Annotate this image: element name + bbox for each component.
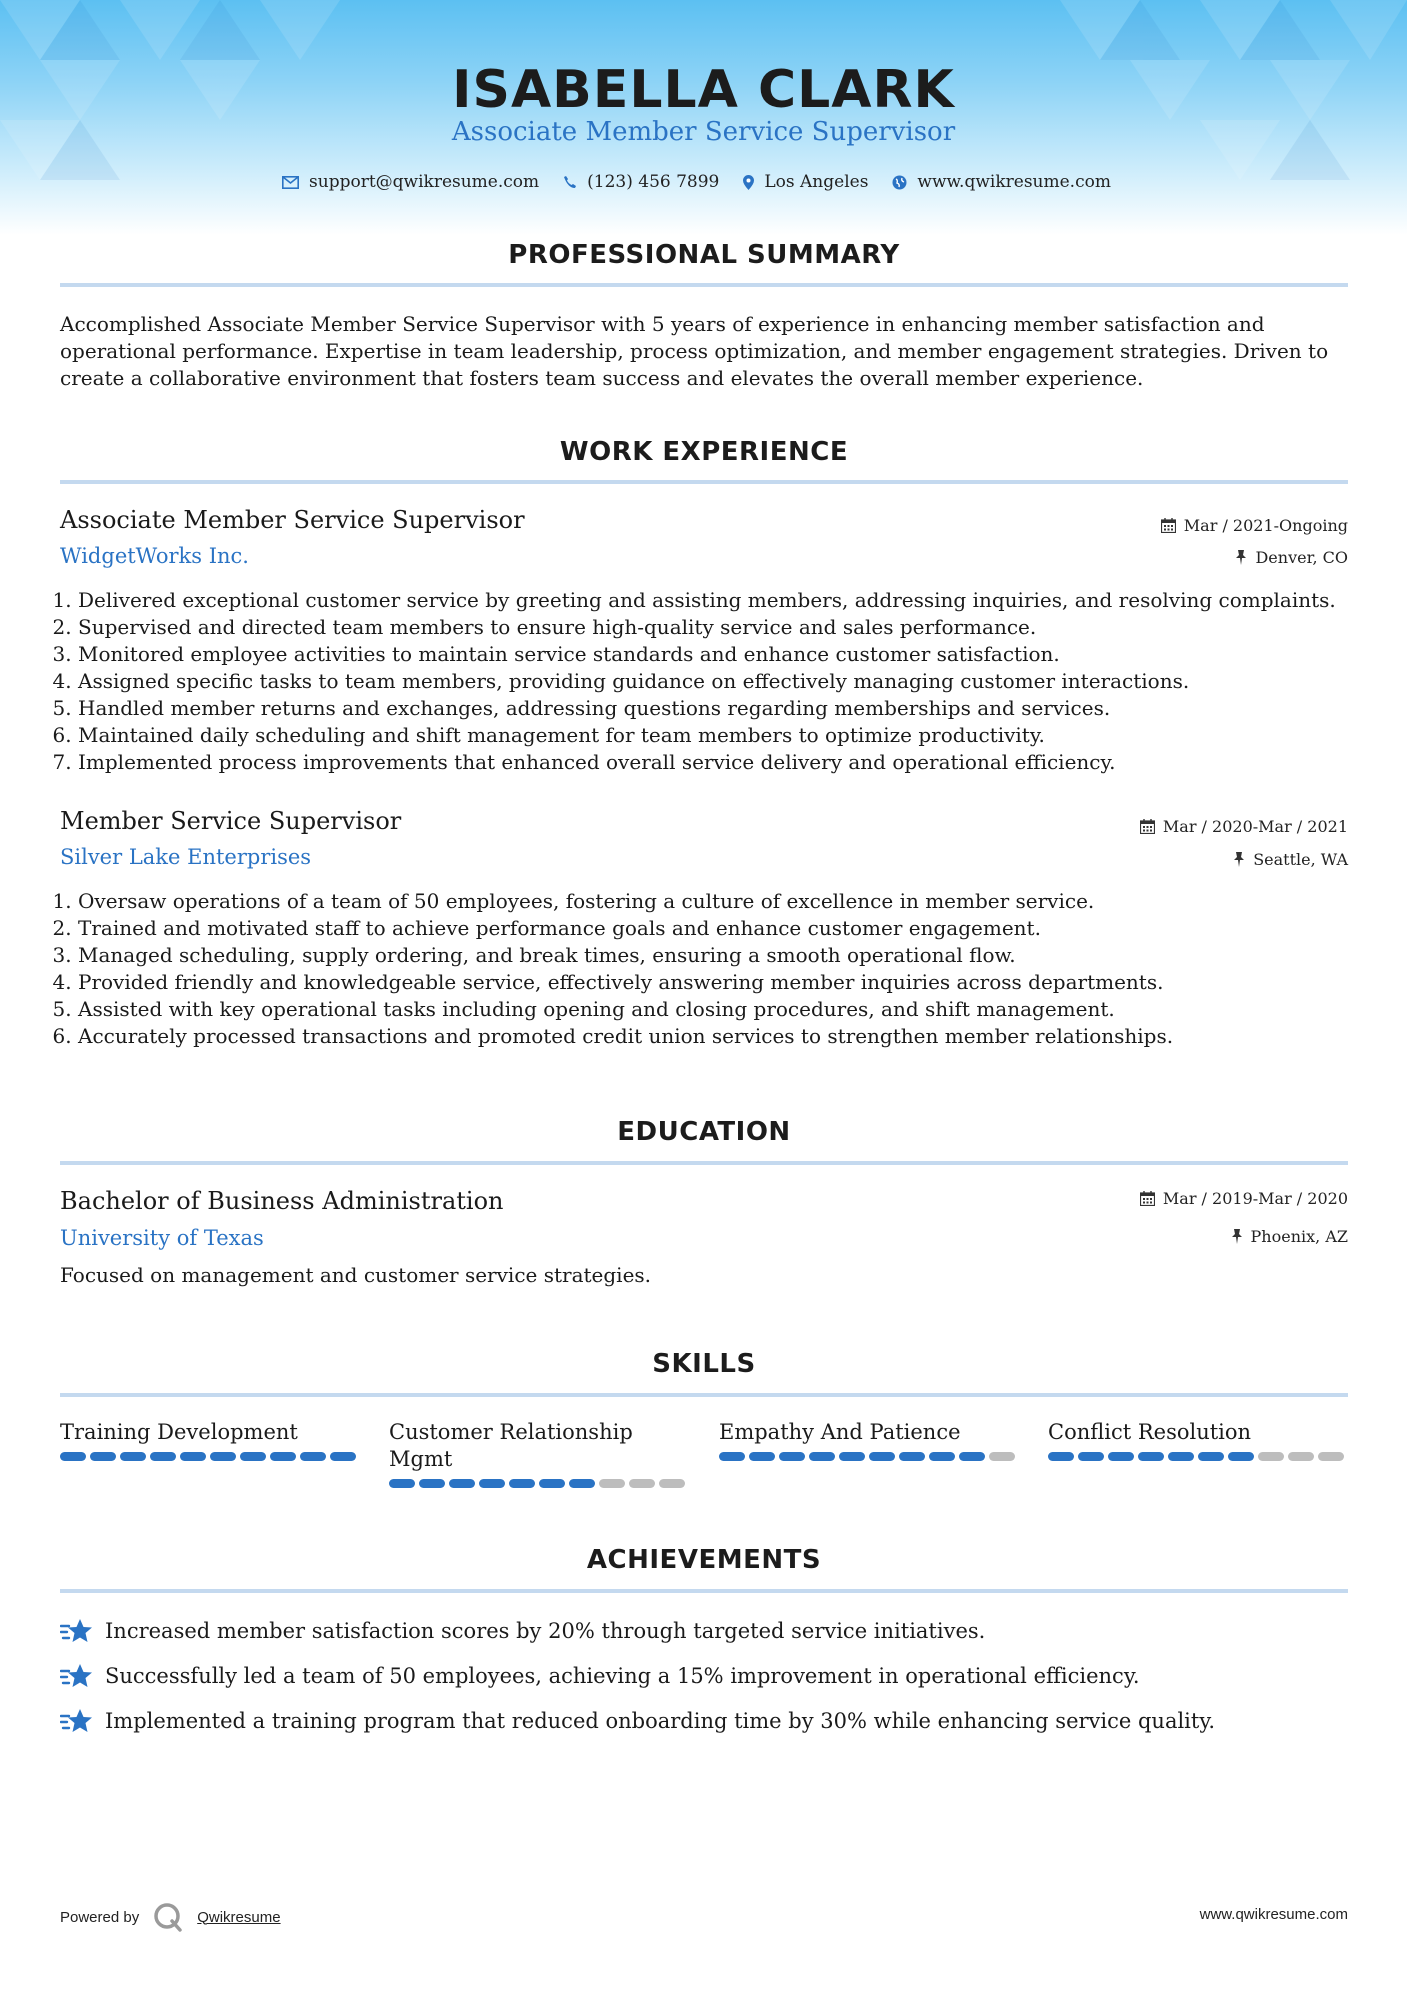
list-item: 7. Implemented process improvements that enhanced overall service delivery and operational efficiency. — [78, 749, 1378, 776]
skills-heading: SKILLS — [652, 1349, 756, 1379]
job-location-text: Seattle, WA — [1253, 850, 1348, 869]
skill-segment — [210, 1452, 236, 1461]
contact-location: Los Angeles — [764, 172, 869, 192]
skill-segment — [929, 1452, 955, 1461]
education-heading: EDUCATION — [617, 1117, 791, 1147]
skill-segment — [599, 1479, 625, 1488]
job-location — [1235, 548, 1348, 567]
job-role: Member Service Supervisor — [60, 807, 402, 835]
education-location-text: Phoenix, AZ — [1250, 1227, 1348, 1246]
skill-segment — [1168, 1452, 1194, 1461]
skill-segment — [839, 1452, 865, 1461]
skill-segment — [449, 1479, 475, 1488]
contact-website[interactable]: www.qwikresume.com — [917, 172, 1111, 192]
skill-segment — [1138, 1452, 1164, 1461]
contact-bar — [0, 172, 1407, 192]
skill-segment — [1198, 1452, 1224, 1461]
skill-segment — [959, 1452, 985, 1461]
job-role: Associate Member Service Supervisor — [60, 506, 525, 534]
email-icon — [282, 176, 299, 189]
list-item: 4. Assigned specific tasks to team members, providing guidance on effectively managing customer interactions. — [78, 668, 1378, 695]
list-item: 3. Monitored employee activities to maintain service standards and enhance customer satisfaction. — [78, 641, 1378, 668]
skill-segment — [1108, 1452, 1134, 1461]
skill-segment — [509, 1479, 535, 1488]
summary-divider — [60, 283, 1348, 287]
list-item: 5. Assisted with key operational tasks including opening and closing procedures, and shift management. — [78, 996, 1378, 1023]
achievement-text: Successfully led a team of 50 employees, achieving a 15% improvement in operational efficiency. — [105, 1664, 1140, 1688]
skill-segment — [1288, 1452, 1314, 1461]
education-divider — [60, 1161, 1348, 1165]
skill-bar — [1048, 1452, 1348, 1461]
skill-name: Training Development — [60, 1420, 298, 1444]
skill-segment — [779, 1452, 805, 1461]
calendar-icon — [1140, 819, 1155, 834]
list-item: 2. Supervised and directed team members to ensure high-quality service and sales performance. — [78, 614, 1378, 641]
skill-segment — [419, 1479, 445, 1488]
skill-segment — [989, 1452, 1015, 1461]
education-dates-text: Mar / 2019-Mar / 2020 — [1162, 1189, 1348, 1208]
footer-powered-by — [60, 1902, 281, 1932]
skill-segment — [90, 1452, 116, 1461]
phone-icon — [563, 175, 577, 189]
job-bullets — [60, 587, 1378, 776]
skill-segment — [869, 1452, 895, 1461]
list-item: 1. Delivered exceptional customer service by greeting and assisting members, addressing inquiries, and resolving complaints. — [78, 587, 1378, 614]
list-item: 6. Accurately processed transactions and promoted credit union services to strengthen member relationships. — [78, 1023, 1378, 1050]
list-item: 5. Handled member returns and exchanges, addressing questions regarding memberships and services. — [78, 695, 1378, 722]
qwikresume-logo-icon — [153, 1902, 183, 1932]
achievements-divider — [60, 1589, 1348, 1593]
skill-segment — [240, 1452, 266, 1461]
skill-item — [1048, 1419, 1348, 1461]
skill-name: Customer Relationship Mgmt — [389, 1420, 633, 1471]
skill-segment — [749, 1452, 775, 1461]
skill-segment — [569, 1479, 595, 1488]
list-item: 6. Maintained daily scheduling and shift management for team members to optimize productivity. — [78, 722, 1378, 749]
job-bullets — [60, 888, 1378, 1050]
list-item: 4. Provided friendly and knowledgeable service, effectively answering member inquiries across departments. — [78, 969, 1378, 996]
skill-segment — [1318, 1452, 1344, 1461]
skill-segment — [1048, 1452, 1074, 1461]
job-dates-text: Mar / 2021-Ongoing — [1183, 516, 1348, 535]
achievement-item — [60, 1662, 1140, 1690]
experience-divider — [60, 480, 1348, 484]
skill-name: Empathy And Patience — [719, 1420, 961, 1444]
powered-by-label: Powered by — [60, 1908, 140, 1926]
list-item: 2. Trained and motivated staff to achieve performance goals and enhance customer engagement. — [78, 915, 1378, 942]
skill-bar — [719, 1452, 1019, 1461]
pin-icon — [1233, 852, 1245, 867]
skill-segment — [120, 1452, 146, 1461]
job-dates — [1140, 817, 1348, 836]
skill-segment — [809, 1452, 835, 1461]
skill-item — [719, 1419, 1019, 1461]
achievement-item — [60, 1617, 985, 1645]
skill-segment — [629, 1479, 655, 1488]
skill-segment — [389, 1479, 415, 1488]
candidate-title: Associate Member Service Supervisor — [451, 117, 956, 147]
globe-icon — [892, 175, 907, 190]
job-dates-text: Mar / 2020-Mar / 2021 — [1162, 817, 1348, 836]
skill-segment — [60, 1452, 86, 1461]
skill-bar — [389, 1479, 689, 1488]
list-item: 1. Oversaw operations of a team of 50 employees, fostering a culture of excellence in member service. — [78, 888, 1378, 915]
skill-segment — [270, 1452, 296, 1461]
skill-segment — [1078, 1452, 1104, 1461]
skill-segment — [1228, 1452, 1254, 1461]
achievements-heading: ACHIEVEMENTS — [586, 1545, 822, 1575]
star-icon — [60, 1707, 93, 1735]
summary-text: Accomplished Associate Member Service Supervisor with 5 years of experience in enhancing member satisfaction and operational performance. Expertise in team leadership, process optimization, and member engagement strategies. Driven to create a collaborative environment that fosters team success and elevates the overall member experience. — [60, 312, 1329, 390]
achievement-item — [60, 1707, 1215, 1735]
list-item: 3. Managed scheduling, supply ordering, and break times, ensuring a smooth operational flow. — [78, 942, 1378, 969]
job-location-text: Denver, CO — [1255, 548, 1348, 567]
job-location — [1233, 850, 1348, 869]
skill-segment — [1258, 1452, 1284, 1461]
achievement-text: Increased member satisfaction scores by 20% through targeted service initiatives. — [105, 1619, 986, 1643]
achievement-text: Implemented a training program that reduced onboarding time by 30% while enhancing service quality. — [105, 1709, 1216, 1733]
skills-divider — [60, 1393, 1348, 1397]
education-school: University of Texas — [60, 1226, 264, 1250]
skill-segment — [659, 1479, 685, 1488]
skill-item — [60, 1419, 360, 1461]
footer-website[interactable]: www.qwikresume.com — [1199, 1906, 1348, 1923]
skill-segment — [899, 1452, 925, 1461]
education-location — [1231, 1227, 1348, 1246]
pin-icon — [1235, 550, 1247, 565]
calendar-icon — [1161, 518, 1176, 533]
skill-segment — [719, 1452, 745, 1461]
star-icon — [60, 1662, 93, 1690]
skill-segment — [180, 1452, 206, 1461]
candidate-name: ISABELLA CLARK — [452, 60, 955, 120]
pin-icon — [1231, 1229, 1243, 1244]
skill-bar — [60, 1452, 360, 1461]
skill-segment — [150, 1452, 176, 1461]
experience-heading: WORK EXPERIENCE — [559, 437, 849, 467]
summary-heading: PROFESSIONAL SUMMARY — [508, 240, 900, 270]
job-company: Silver Lake Enterprises — [60, 845, 312, 869]
skill-name: Conflict Resolution — [1048, 1420, 1252, 1444]
brand-link[interactable]: Qwikresume — [197, 1908, 281, 1926]
job-dates — [1161, 516, 1348, 535]
skill-item — [389, 1419, 689, 1488]
education-dates — [1140, 1189, 1348, 1208]
calendar-icon — [1140, 1191, 1155, 1206]
star-icon — [60, 1617, 93, 1645]
skill-segment — [330, 1452, 356, 1461]
map-pin-icon — [743, 175, 754, 190]
contact-phone: (123) 456 7899 — [587, 172, 720, 192]
job-company: WidgetWorks Inc. — [60, 544, 249, 568]
education-description: Focused on management and customer service strategies. — [60, 1263, 652, 1287]
skill-segment — [539, 1479, 565, 1488]
skill-segment — [300, 1452, 326, 1461]
skill-segment — [479, 1479, 505, 1488]
education-degree: Bachelor of Business Administration — [60, 1187, 504, 1215]
contact-email[interactable]: support@qwikresume.com — [309, 172, 540, 192]
